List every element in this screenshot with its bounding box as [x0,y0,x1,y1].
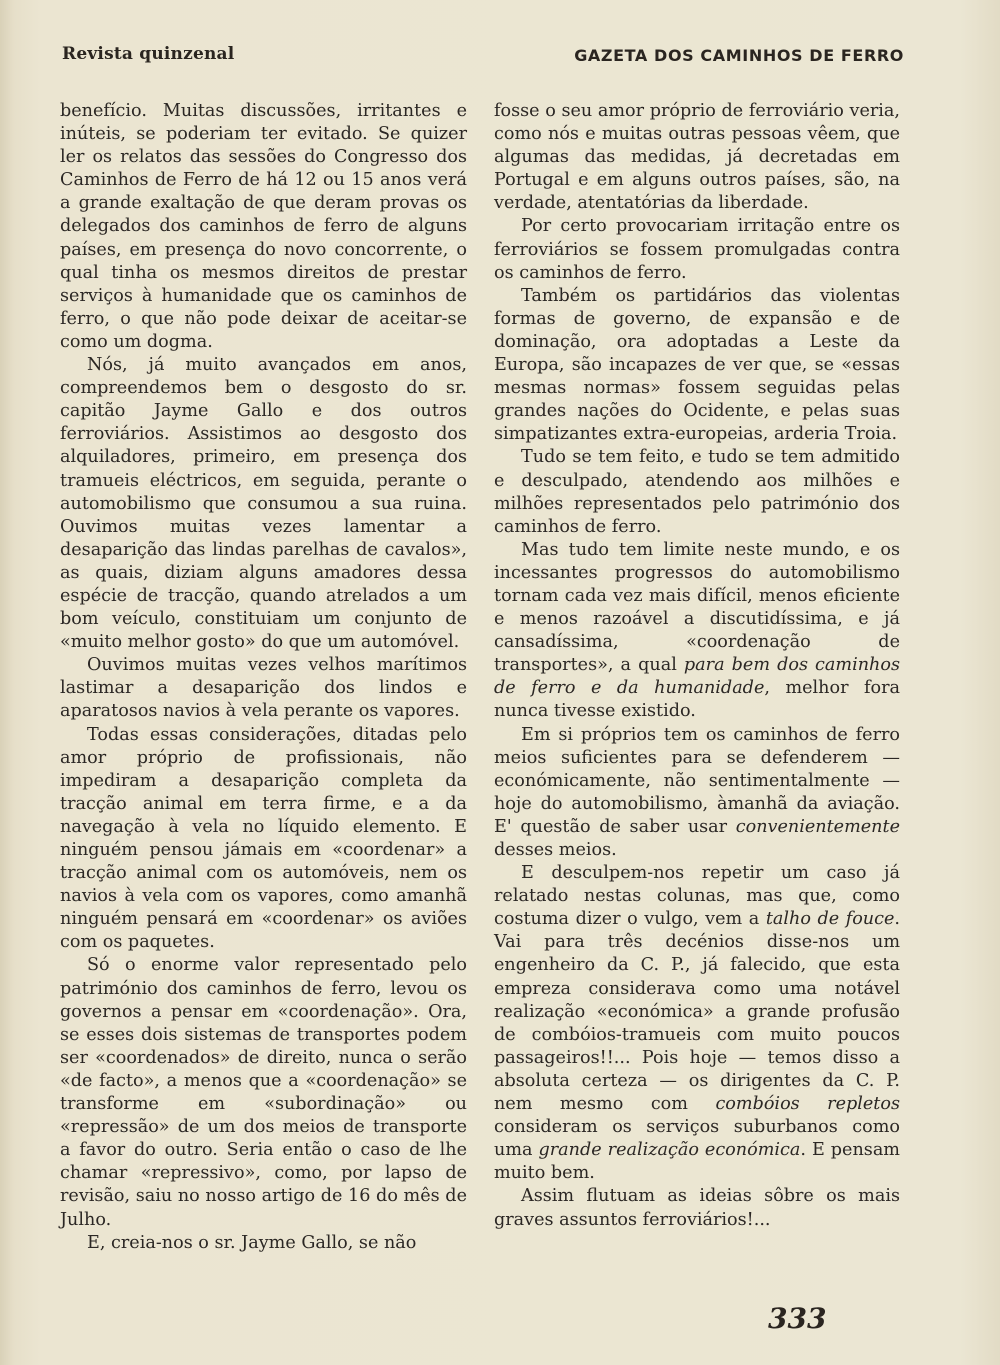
paragraph: fosse o seu amor próprio de ferroviário veria, como nós e muitas outras pessoas vêem, que algumas das medidas, já decretadas em Portugal e em alguns outros países, são, na verdade, atentatórias da liberdade. [494,101,900,214]
paragraph-text: Mas tudo tem limite neste mundo, e os incessantes progressos do automobilismo tornam cada vez mais difícil, menos eficiente e menos razoável a discutidíssima, e já cansadíssima, «coordenação de transportes», a qual [494,539,900,676]
paragraph: benefício. Muitas discussões, irritantes e inúteis, se poderiam ter evitado. Se quizer ler os relatos das sessões do Congresso dos Caminhos de Ferro de há 12 ou 15 anos verá a grande exaltação de que deram provas os delegados dos caminhos de ferro de alguns países, em presença do novo concorrente, o qual tinha os mesmos direitos de prestar serviços à humanidade que os caminhos de ferro, o que não pode deixar de aceitar-se como um dogma. [60,101,467,352]
paragraph-text: consideram os serviços suburbanos como uma [494,1117,900,1161]
paragraph: Também os partidários das violentas formas de governo, de expansão e de dominação, ora adoptadas a Leste da Europa, são incapazes de ver que, se «essas mesmas normas» fossem seguidas pelas grandes nações do Ocidente, e pelas suas simpatizantes extra-europeias, arderia Troia. [494,285,900,445]
paragraph: E, creia-nos o sr. Jayme Gallo, se não [87,1232,417,1253]
running-header-left: Revista quinzenal [62,44,235,64]
right-column [494,100,900,1232]
page-number: 333 [768,1302,827,1335]
paragraph [494,724,900,863]
paragraph: Assim flutuam as ideias sôbre os mais graves assuntos ferroviários!... [494,1186,900,1230]
emphasis-text: combóios repletos [715,1094,900,1115]
paragraph: Nós, já muito avançados em anos, compreendemos bem o desgosto do sr. capitão Jayme Gallo e dos outros ferroviários. Assistimos ao desgosto dos alquiladores, primeiro, em presença dos tramueis eléctricos, em seguida, perante o automobilismo que consumou a sua ruina. Ouvimos muitas vezes lamentar a desaparição das lindas parelhas de cavalos», as quais, diziam alguns amadores dessa espécie de tracção, quando atrelados a um bom veículo, constituiam um conjunto de «muito melhor gosto» do que um automóvel. [60,355,467,653]
paragraph-text: E desculpem-nos repetir um caso já relatado nestas colunas, mas que, como costuma dizer o vulgo, vem a [494,863,900,930]
emphasis-text: para bem dos caminhos de ferro e da humanidade [494,655,900,699]
paragraph-text: Em si próprios tem os caminhos de ferro meios suficientes para se defenderem — económicamente, não sentimentalmente — hoje do automobilismo, àmanhã da aviação. E' questão de saber usar [494,724,900,837]
paragraph: Todas essas considerações, ditadas pelo amor próprio de profissionais, não impediram a desaparição completa da tracção animal em terra firme, e a da navegação à vela no líquido elemento. E ninguém pensou jámais em «coordenar» a tracção animal com os automóveis, nem os navios à vela com os vapores, como amanhã ninguém pensará em «coordenar» os aviões com os paquetes. [60,724,467,953]
paragraph [494,862,900,1185]
paragraph: Só o enorme valor representado pelo património dos caminhos de ferro, levou os governos a pensar em «coordenação». Ora, se esses dois sistemas de transportes podem ser «coordenados» de direito, nunca o serão «de facto», a menos que a «coordenação» se transforme em «subordinação» ou «repressão» de um dos meios de transporte a favor do outro. Seria então o caso de lhe chamar «repressivo», como, por lapso de revisão, saiu no nosso artigo de 16 do mês de Julho. [60,955,467,1230]
left-column [60,100,467,1255]
paragraph-text: desses meios. [494,840,617,860]
paragraph-text: , melhor fora nunca tivesse existido. [494,678,900,722]
emphasis-text: talho de fouce [765,909,895,930]
emphasis-text: convenientemente [735,816,900,837]
paragraph: Por certo provocariam irritação entre os ferroviários se fossem promulgadas contra os caminhos de ferro. [494,216,900,283]
running-header-right: GAZETA DOS CAMINHOS DE FERRO [574,46,904,65]
paragraph [494,539,900,724]
paragraph: Tudo se tem feito, e tudo se tem admitido e desculpado, atendendo aos milhões e milhões representados pelo património dos caminhos de ferro. [494,447,900,537]
paragraph-text: . E pensam muito bem. [494,1140,900,1184]
paragraph-text: . Vai para três decénios disse-nos um engenheiro da C. P., já falecido, que esta empreza considerava como uma notável realização «económica» a grande profusão de combóios-tramueis com muito poucos passageiros!!... Pois hoje — temos disso a absoluta certeza — os dirigentes da C. P. nem mesmo com [494,909,900,1115]
paragraph: Ouvimos muitas vezes velhos marítimos lastimar a desaparição dos lindos e aparatosos navios à vela perante os vapores. [60,655,467,722]
emphasis-text: grande realização económica [538,1140,801,1161]
